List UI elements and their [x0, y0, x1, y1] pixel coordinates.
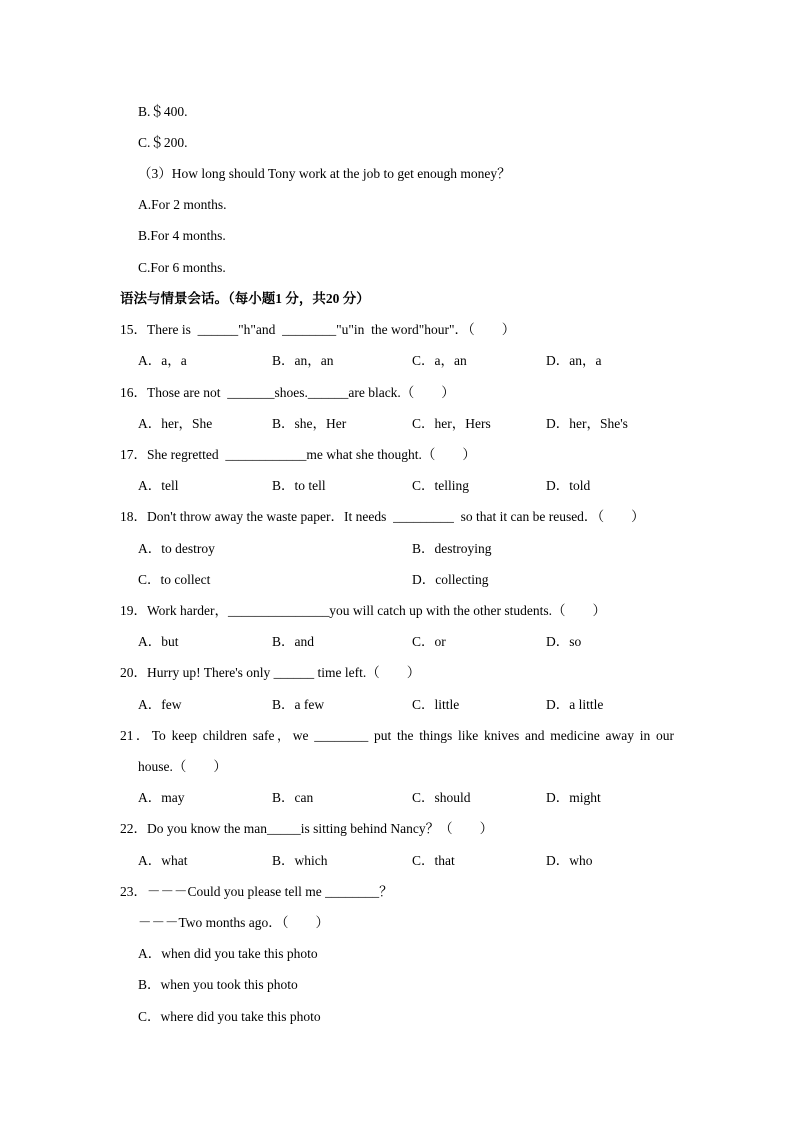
question-stem: （3）How long should Tony work at the job to get enough money？ [138, 166, 511, 181]
question-stem: 23．－－－Could you please tell me ________？ [120, 884, 393, 899]
option-a: A．tell [138, 478, 179, 493]
option-c: C．little [412, 697, 460, 712]
option-c: C．should [412, 790, 471, 805]
option-b: B．an，an [272, 353, 334, 368]
option-d: D．a little [546, 697, 604, 712]
option-c: C．telling [412, 478, 469, 493]
option-b: B．destroying [412, 541, 492, 556]
question-stem: 15．There is ______"h"and ________"u"in the word"hour"．（ ） [120, 322, 516, 337]
option-d: D．so [546, 634, 582, 649]
option-a: A．her，She [138, 416, 213, 431]
option-b: B．when you took this photo [138, 977, 298, 992]
question-stem: 18．Don't throw away the waste paper．It needs _________ so that it can be reused．（ ） [120, 509, 645, 524]
option-text: C.For 6 months. [138, 260, 226, 275]
option-a: A．when did you take this photo [138, 946, 318, 961]
option-b: B．she，Her [272, 416, 347, 431]
option-a: A．few [138, 697, 182, 712]
question-stem-continued: house.（ ） [138, 759, 227, 774]
option-b: B．a few [272, 697, 325, 712]
option-text: B.＄400. [138, 104, 188, 119]
option-text: B.For 4 months. [138, 228, 226, 243]
option-c: C．that [412, 853, 455, 868]
question-stem: 20．Hurry up! There's only ______ time left.（ ） [120, 665, 421, 680]
option-c: C．where did you take this photo [138, 1009, 321, 1024]
option-text: A.For 2 months. [138, 197, 227, 212]
option-d: D．told [546, 478, 591, 493]
option-b: B．which [272, 853, 328, 868]
question-stem: 16．Those are not _______shoes.______are black.（ ） [120, 385, 455, 400]
question-stem-continued: －－－Two months ago．（ ） [138, 915, 330, 930]
option-c: C．or [412, 634, 446, 649]
option-d: D．might [546, 790, 601, 805]
option-c: C．her，Hers [412, 416, 491, 431]
option-d: D．her，She's [546, 416, 628, 431]
option-c: C．a，an [412, 353, 467, 368]
option-a: A．may [138, 790, 185, 805]
question-stem: 22．Do you know the man_____is sitting behind Nancy？（ ） [120, 821, 494, 836]
question-stem: 19．Work harder，_______________you will catch up with the other students.（ ） [120, 603, 606, 618]
option-a: A．a，a [138, 353, 187, 368]
option-a: A．but [138, 634, 179, 649]
option-a: A．to destroy [138, 541, 215, 556]
option-b: B．to tell [272, 478, 326, 493]
option-text: C.＄200. [138, 135, 188, 150]
option-a: A．what [138, 853, 188, 868]
option-d: D．who [546, 853, 593, 868]
option-c: C．to collect [138, 572, 211, 587]
option-b: B．can [272, 790, 314, 805]
option-d: D．an，a [546, 353, 602, 368]
option-b: B．and [272, 634, 314, 649]
option-d: D．collecting [412, 572, 489, 587]
question-stem: 21．To keep children safe，we ________ put the things like knives and medicine away in our [120, 728, 674, 743]
question-stem: 17．She regretted ____________me what she thought.（ ） [120, 447, 476, 462]
section-title: 语法与情景会话。（每小题1 分，共20 分） [120, 291, 370, 306]
